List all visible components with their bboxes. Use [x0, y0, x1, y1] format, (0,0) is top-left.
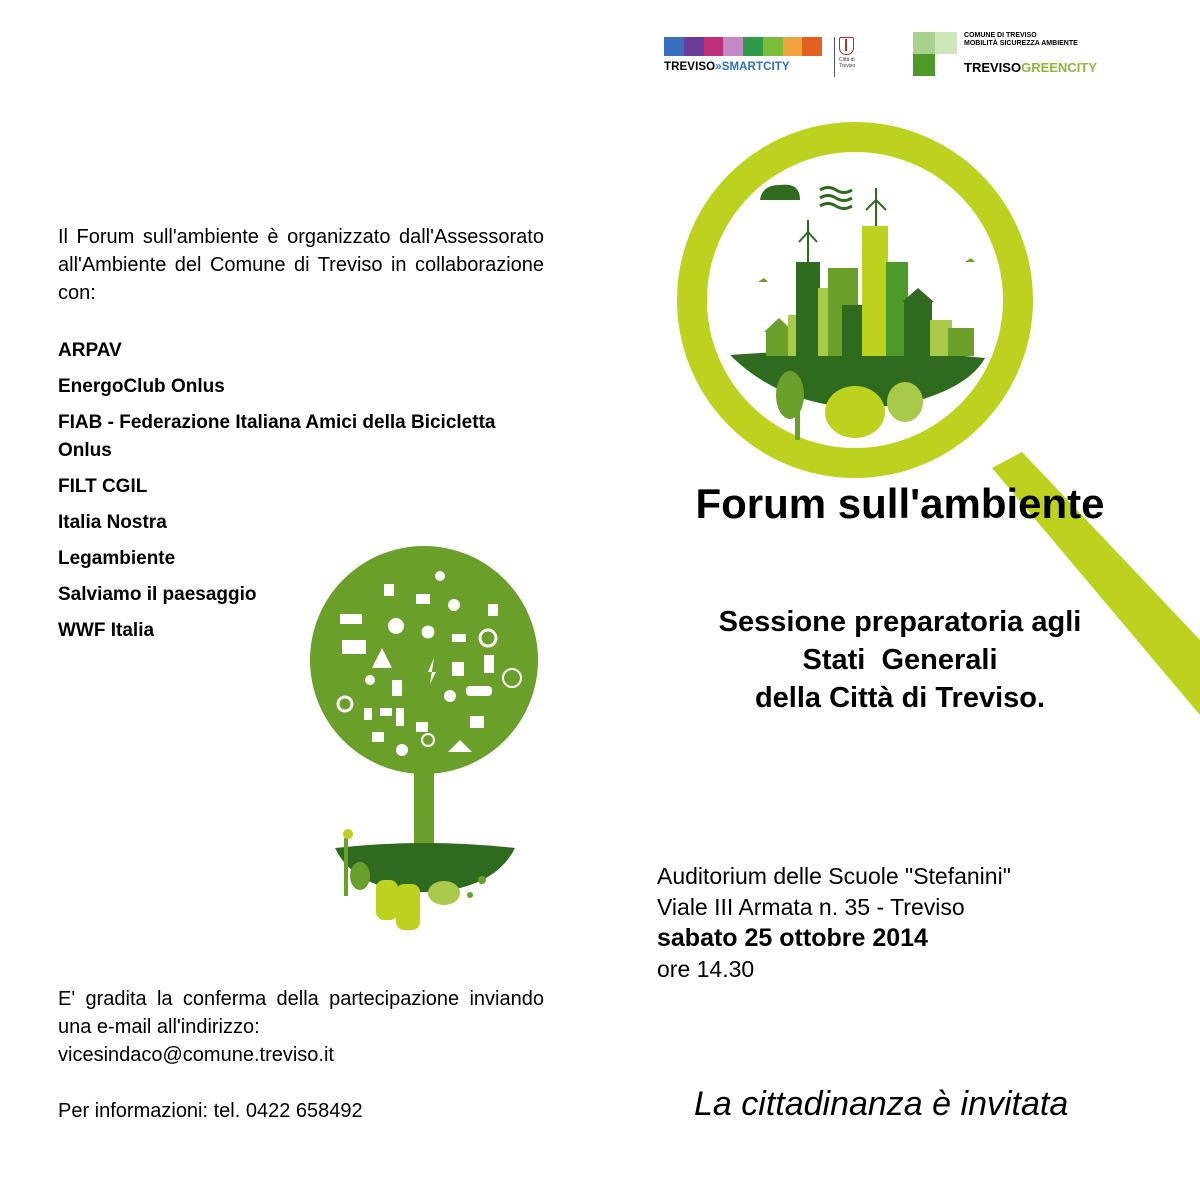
- confirm-paragraph: [58, 985, 544, 1069]
- smartcity-text-main: TREVISO: [664, 61, 716, 73]
- battery-icon: [484, 655, 494, 673]
- contact-email: vicesindaco@comune.treviso.it: [58, 1044, 334, 1066]
- car-icon: [466, 686, 492, 696]
- partner-item: Salviamo il paesaggio: [58, 584, 257, 605]
- event-date: sabato 25 ottobre 2014: [657, 924, 928, 952]
- greencity-line2: MOBILITÀ SICUREZZA AMBIENTE: [964, 40, 1078, 47]
- partner-item: FILT CGIL: [58, 476, 148, 497]
- partner-item: FIAB - Federazione Italiana Amici della Bicicletta Onlus: [58, 412, 496, 461]
- page-title: Forum sull'ambiente: [695, 480, 1105, 527]
- hand-leaf-icon: [396, 744, 408, 756]
- sheet-icon: [470, 716, 484, 728]
- partner-item: WWF Italia: [58, 620, 155, 641]
- subtitle-line1: Sessione preparatoria agli: [718, 606, 1082, 638]
- crest-caption: Città di Treviso: [839, 57, 856, 69]
- greencity-text-accent: GREENCITY: [1021, 60, 1097, 75]
- partner-item: EnergoClub Onlus: [58, 376, 225, 397]
- partners-list: [58, 337, 538, 653]
- info-phone: Per informazioni: tel. 0422 658492: [58, 1100, 363, 1122]
- jar-icon: [452, 662, 464, 676]
- greencity-line1: COMUNE DI TREVISO: [964, 32, 1037, 39]
- intro-paragraph: Il Forum sull'ambiente è organizzato dall'Assessorato all'Ambiente del Comune di Treviso in collaborazione con:: [58, 226, 544, 304]
- event-time: ore 14.30: [657, 956, 755, 982]
- partner-item: ARPAV: [58, 340, 122, 361]
- subtitle-line2: Stati Generali: [802, 644, 998, 676]
- subtitle: [640, 603, 1160, 717]
- arrow-icon: »: [715, 61, 722, 73]
- invitation-text: La cittadinanza è invitata: [694, 1085, 1069, 1123]
- venue-details: [657, 861, 1011, 985]
- subtitle-line3: della Città di Treviso.: [754, 682, 1046, 714]
- greencity-text-main: TREVISO: [964, 60, 1022, 75]
- tree-island: [335, 829, 515, 930]
- person-icon: [365, 675, 375, 685]
- building-icon: [392, 680, 402, 696]
- venue-place: Auditorium delle Scuole "Stefanini": [657, 863, 1011, 889]
- partner-item: Legambiente: [58, 548, 176, 569]
- confirm-text: E' gradita la conferma della partecipazione inviando una e-mail all'indirizzo:: [58, 988, 544, 1038]
- plant-icon: [444, 690, 456, 702]
- tap-icon: [380, 708, 392, 716]
- basket-icon: [416, 722, 428, 732]
- dna-icon: [396, 708, 404, 726]
- flask-icon: [364, 708, 372, 720]
- venue-address: Viale III Armata n. 35 - Treviso: [657, 894, 965, 920]
- plug-icon: [372, 732, 384, 742]
- smartcity-text-accent: SMARTCITY: [721, 61, 790, 73]
- partner-item: Italia Nostra: [58, 512, 167, 533]
